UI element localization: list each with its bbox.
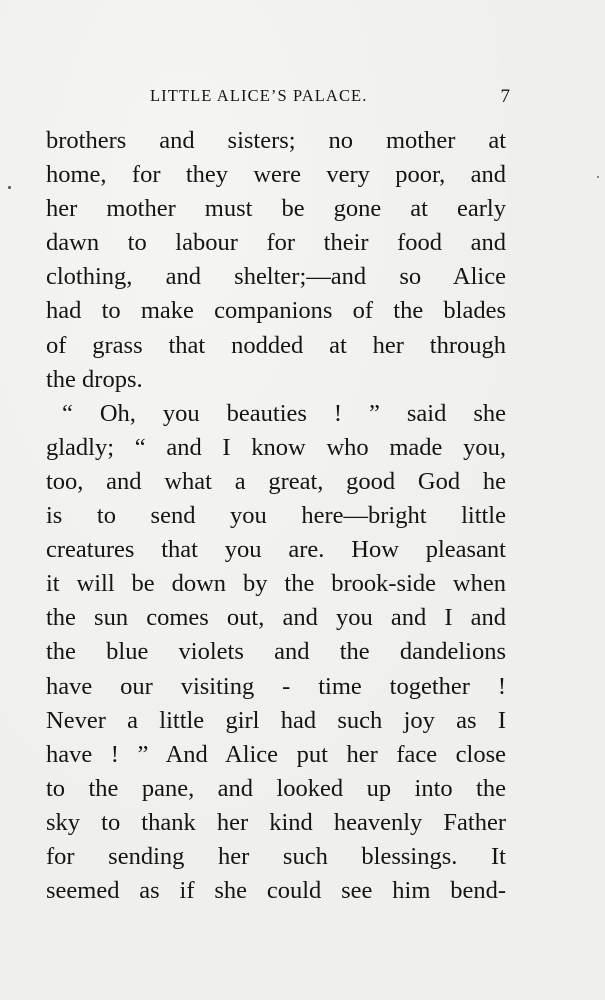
text-line: clothing, and shelter;—and so Alice: [46, 263, 506, 291]
text-line: have our visiting - time together !: [46, 672, 506, 700]
text-line: dawn to labour for their food and: [46, 229, 506, 257]
running-title: LITTLE ALICE’S PALACE.: [150, 86, 368, 105]
paper-speck: [597, 176, 599, 178]
text-line: Never a little girl had such joy as I: [46, 706, 506, 734]
text-line: home, for they were very poor, and: [46, 161, 506, 189]
text-line: gladly; “ and I know who made you,: [46, 433, 506, 461]
page-number: 7: [500, 86, 510, 107]
text-line: creatures that you are. How pleasant: [46, 536, 506, 564]
text-line: is to send you here—bright little: [46, 502, 506, 530]
text-line: of grass that nodded at her through: [46, 331, 506, 359]
text-line: for sending her such blessings. It: [46, 842, 506, 870]
text-line: the blue violets and the dandelions: [46, 638, 506, 666]
text-line: “ Oh, you beauties ! ” said she: [62, 399, 506, 427]
text-line: the drops.: [46, 365, 143, 393]
text-line: brothers and sisters; no mother at: [46, 127, 506, 154]
text-line: have ! ” And Alice put her face close: [46, 740, 506, 768]
text-line: too, and what a great, good God he: [46, 467, 506, 495]
text-line: it will be down by the brook-side when: [46, 570, 506, 598]
text-line: the sun comes out, and you and I and: [46, 604, 506, 632]
text-line: had to make companions of the blades: [46, 297, 506, 325]
paper-speck: [8, 186, 11, 189]
body-text: [46, 124, 506, 908]
text-line: to the pane, and looked up into the: [46, 774, 506, 802]
text-line: her mother must be gone at early: [46, 195, 506, 223]
page-header: [150, 86, 510, 110]
text-line: sky to thank her kind heavenly Father: [46, 808, 506, 836]
text-line: seemed as if she could see him bend-: [46, 877, 506, 905]
